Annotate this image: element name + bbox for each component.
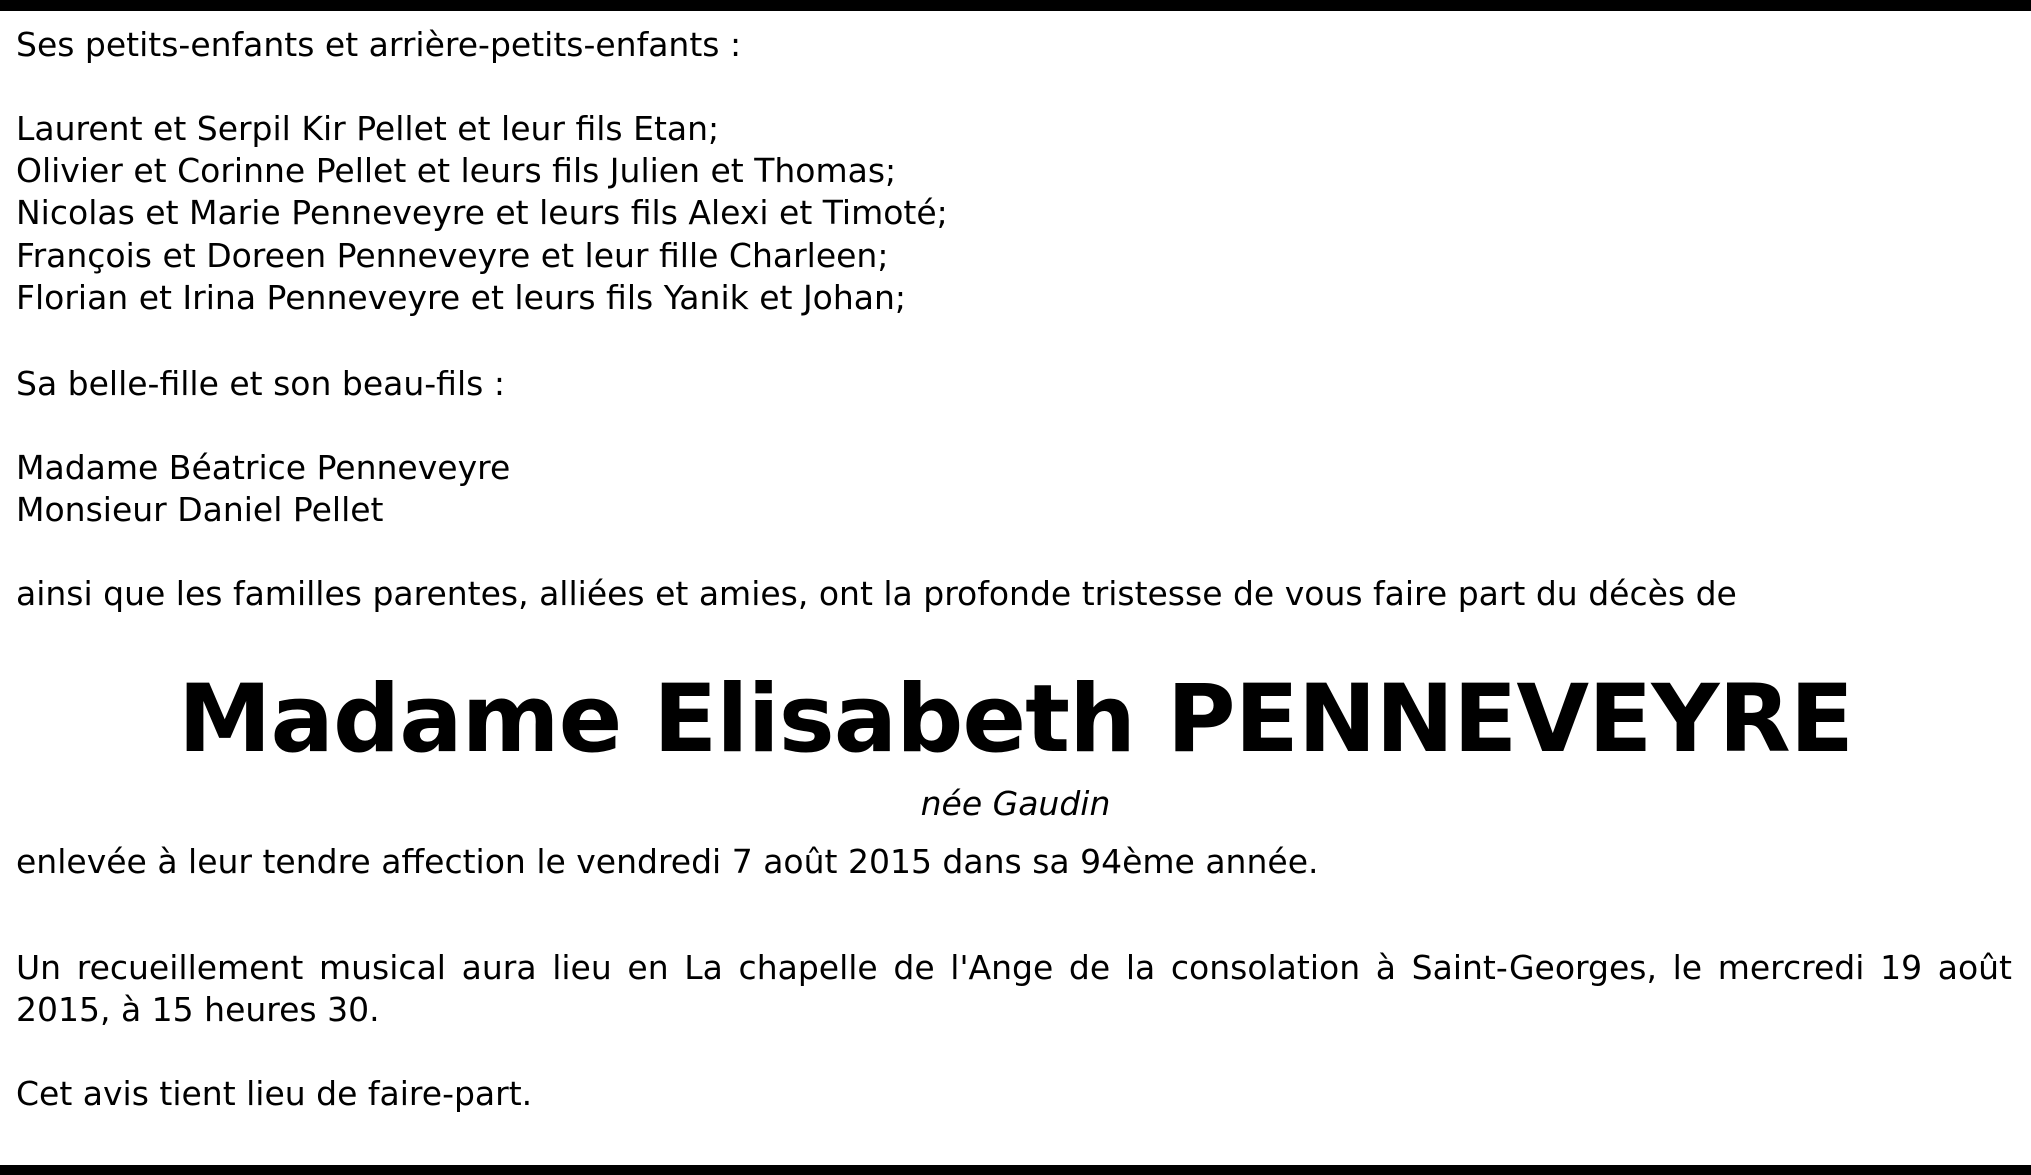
grandchild-line: Florian et Irina Penneveyre et leurs fils Yanik et Johan; [16, 278, 907, 317]
announcement-text: ainsi que les familles parentes, alliées et amies, ont la profonde tristesse de vous faire part du décès de [16, 574, 1737, 613]
grandchildren-heading: Ses petits-enfants et arrière-petits-enfants : [16, 25, 742, 64]
bottom-border-rule [0, 1165, 2031, 1175]
grandchild-line: Olivier et Corinne Pellet et leurs fils Julien et Thomas; [16, 151, 897, 190]
inlaw-line: Monsieur Daniel Pellet [16, 490, 384, 529]
passing-text: enlevée à leur tendre affection le vendredi 7 août 2015 dans sa 94ème année. [16, 842, 1319, 881]
grandchild-line: François et Doreen Penneveyre et leur fille Charleen; [16, 236, 889, 275]
deceased-name: Madame Elisabeth PENNEVEYRE [177, 665, 1854, 774]
ceremony-text: Un recueillement musical aura lieu en La chapelle de l'Ange de la consolation à Saint-Georges, le mercredi 19 août 2015, à 15 heures 30. [16, 948, 2012, 1029]
maiden-name: née Gaudin [920, 784, 1111, 823]
closing-text: Cet avis tient lieu de faire-part. [16, 1074, 533, 1113]
inlaw-line: Madame Béatrice Penneveyre [16, 448, 511, 487]
inlaws-heading: Sa belle-fille et son beau-fils : [16, 364, 505, 403]
top-border-rule [0, 0, 2031, 11]
grandchild-line: Nicolas et Marie Penneveyre et leurs fils Alexi et Timoté; [16, 193, 948, 232]
grandchild-line: Laurent et Serpil Kir Pellet et leur fils Etan; [16, 109, 720, 148]
